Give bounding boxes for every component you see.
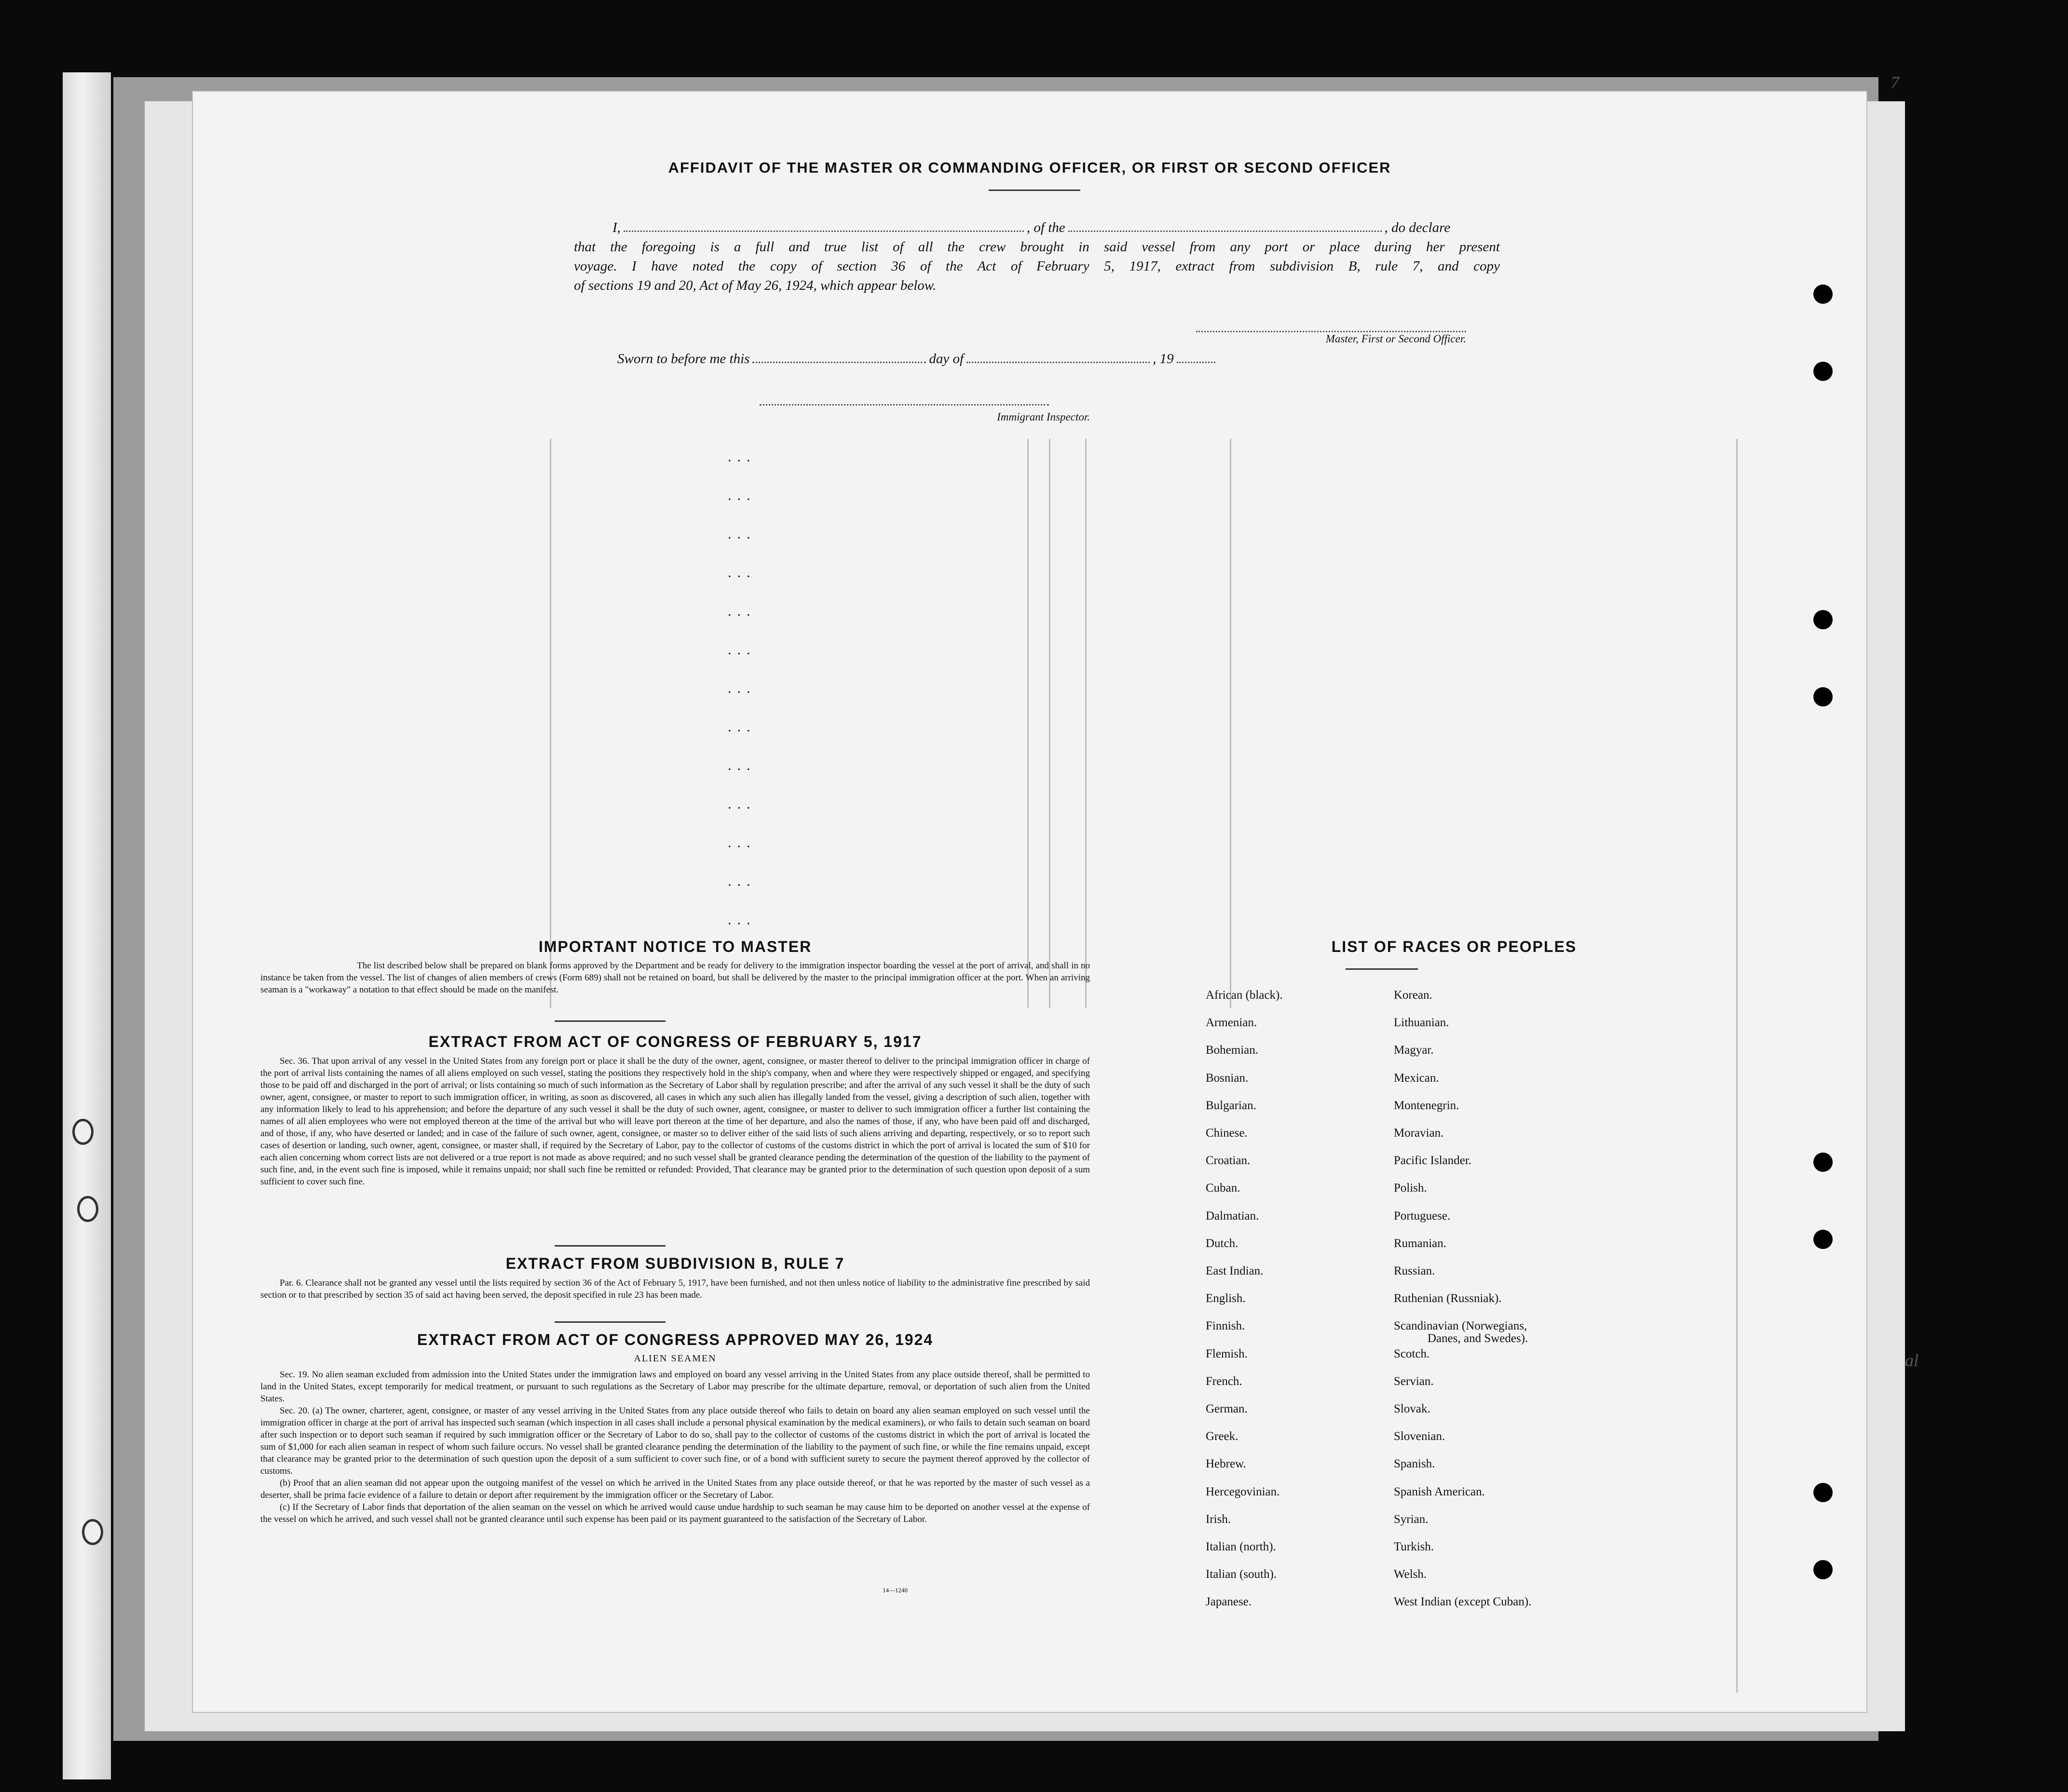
punch-hole bbox=[1813, 610, 1833, 629]
subdivision-title: EXTRACT FROM SUBDIVISION B, RULE 7 bbox=[505, 1255, 845, 1272]
race-item: Slovak. bbox=[1394, 1402, 1430, 1415]
inspector-label: Immigrant Inspector. bbox=[997, 411, 1090, 423]
races-title: LIST OF RACES OR PEOPLES bbox=[1331, 938, 1577, 955]
sworn-line bbox=[617, 351, 1218, 367]
punch-hole bbox=[1813, 1230, 1833, 1249]
section-rule bbox=[555, 1245, 666, 1247]
margin-mark: al bbox=[1905, 1351, 1919, 1370]
race-item: Slovenian. bbox=[1394, 1430, 1445, 1443]
affidavit-statement bbox=[574, 218, 1500, 295]
race-item: Flemish. bbox=[1206, 1347, 1248, 1360]
race-item: Armenian. bbox=[1206, 1016, 1257, 1030]
sworn-year-field[interactable] bbox=[1177, 362, 1215, 363]
extract-1917-body: Sec. 36. That upon arrival of any vessel in the United States from any foreign port or place it shall be the duty of the owner, agent, consignee, or master thereof to deliver to the principal immigration officer in charge of the port of arrival lists containing the names of all aliens employed on such vessel, stating the positions they respectively hold in the ship's company, when and where they were respectively shipped or engaged, and specifying those to be paid off and discharged in the port of arrival; or lists containing so much of such information as the Secretary of Labor shall by regulation prescribe; and after the arrival of any such vessel it shall be the duty of such owner, agent, consignee, or master to report to such immigration officer, in writing, as soon as discovered, all cases in which any such alien has illegally landed from the vessel, giving a description of such alien, together with any information likely to lead to his apprehension; and before the departure of any such vessel it shall be the duty of such owner, agent, consignee, or master to deliver to such immigration officer a further list containing the names of all alien employees who were not employed thereon at the time of the arrival but who will leave port thereon at the time of her departure, and also the names of those, if any, who have been paid off and discharged, and of those, if any, who have deserted or landed; and in case of the failure of such owner, agent, consignee, or master so to deliver either of the said lists of such aliens arriving and departing, respectively, or so to report such cases of desertion or landing, such owner, agent, consignee, or master shall, if required by the Secretary of Labor, pay to the collector of customs of the customs district in which the port of arrival is located the sum of $10 for each alien concerning whom correct lists are not delivered or a true report is not made as above required; and no such vessel shall be granted clearance pending the determination of the question of the liability to the payment of such fine, and, in the event such fine is imposed, while it remains unpaid; nor shall such fine be remitted or refunded: Provided, That clearance may be granted prior to the determination of such question upon deposit of a sum sufficient to cover such fine. bbox=[260, 1056, 1090, 1187]
race-item: Italian (north). bbox=[1206, 1540, 1276, 1553]
race-item: Cuban. bbox=[1206, 1181, 1240, 1195]
race-item: Turkish. bbox=[1394, 1540, 1434, 1553]
race-item: Dutch. bbox=[1206, 1236, 1238, 1250]
sworn-day-field[interactable] bbox=[752, 362, 926, 363]
punch-hole bbox=[1813, 1153, 1833, 1172]
race-item: English. bbox=[1206, 1292, 1246, 1305]
race-item: Bohemian. bbox=[1206, 1044, 1259, 1057]
race-item: Dalmatian. bbox=[1206, 1209, 1259, 1222]
race-item: Greek. bbox=[1206, 1430, 1238, 1443]
race-item: Korean. bbox=[1394, 989, 1432, 1002]
printer-dots: ... ... ... ... ... ... ... ... ... ... ... ... ... bbox=[728, 452, 757, 927]
race-item: East Indian. bbox=[1206, 1264, 1264, 1277]
race-item: German. bbox=[1206, 1402, 1248, 1415]
race-item: Bosnian. bbox=[1206, 1071, 1249, 1085]
race-item: Bulgarian. bbox=[1206, 1099, 1256, 1112]
sec-20c: (c) If the Secretary of Labor finds that deportation of the alien seaman on the vessel on which he arrived would cause undue hardship to such seaman he may cause him to be deported on another vessel at the expense of the vessel on which he arrived, and such vessel shall not be granted clearance until such expense has been paid or its payment guaranteed to the satisfaction of the Secretary of Labor. bbox=[260, 1502, 1090, 1524]
sworn-month-field[interactable] bbox=[966, 362, 1150, 363]
race-item: Montenegrin. bbox=[1394, 1099, 1459, 1112]
master-name-field[interactable] bbox=[624, 231, 1024, 232]
faint-column-rule bbox=[1085, 439, 1087, 1008]
race-item: Mexican. bbox=[1394, 1071, 1439, 1085]
race-item: Spanish American. bbox=[1394, 1485, 1485, 1498]
bleed-through bbox=[444, 439, 1794, 1018]
race-item: Spanish. bbox=[1394, 1457, 1435, 1471]
title-rule bbox=[989, 190, 1080, 191]
extract-1917-title: EXTRACT FROM ACT OF CONGRESS OF FEBRUARY 5, 1917 bbox=[428, 1033, 922, 1050]
vessel-name-field[interactable] bbox=[1068, 231, 1382, 232]
punch-hole bbox=[1813, 1483, 1833, 1502]
race-item: Polish. bbox=[1394, 1181, 1427, 1195]
alien-seamen-subtitle: ALIEN SEAMEN bbox=[634, 1353, 717, 1364]
affidavit-line: that the foregoing is a full and true list of all the crew brought in said vessel from any port or place during her present bbox=[574, 239, 1500, 255]
sworn-day-of: day of bbox=[929, 351, 964, 367]
title-rule bbox=[1346, 968, 1418, 970]
document-page bbox=[193, 92, 1866, 1712]
notice-title: IMPORTANT NOTICE TO MASTER bbox=[538, 938, 812, 955]
signature-label: Master, First or Second Officer. bbox=[1325, 333, 1466, 345]
extract-1924-body bbox=[260, 1369, 1090, 1525]
section-rule bbox=[555, 1020, 666, 1022]
race-item: Magyar. bbox=[1394, 1044, 1434, 1057]
race-item: West Indian (except Cuban). bbox=[1394, 1595, 1532, 1609]
race-item: Rumanian. bbox=[1394, 1236, 1447, 1250]
affidavit-line: of sections 19 and 20, Act of May 26, 1924, which appear below. bbox=[574, 278, 937, 293]
sec-20b: (b) Proof that an alien seaman did not appear upon the outgoing manifest of the vessel on which he arrived in the United States from any place outside thereof, or that he was reported by the master of such vessel as a deserter, shall be prima facie evidence of a failure to detain or deport after requirement by the immigration officer or the Secretary of Labor. bbox=[260, 1478, 1090, 1500]
section-rule bbox=[555, 1321, 666, 1323]
faint-column-rule bbox=[1027, 439, 1029, 1008]
notice-body: The list described below shall be prepared on blank forms approved by the Department and be ready for delivery to the immigration inspector boarding the vessel at the port of arrival, and shall in no instance be taken from the vessel. The list of changes of alien members of crews (Form 689) shall not be retained on board, but shall be delivered by the master to the principal immigration officer at the port. When an arriving seaman is a "workaway" a notation to that effect should be made on the manifest. bbox=[260, 961, 1090, 995]
margin-mark: 7 bbox=[1891, 73, 1899, 92]
race-item: Irish. bbox=[1206, 1512, 1231, 1526]
signature-line[interactable] bbox=[1196, 331, 1466, 332]
affidavit-i: I, bbox=[612, 220, 621, 235]
race-item: Danes, and Swedes). bbox=[1428, 1332, 1528, 1345]
race-item: Lithuanian. bbox=[1394, 1016, 1449, 1030]
affidavit-title: AFFIDAVIT OF THE MASTER OR COMMANDING OFFICER, OR FIRST OR SECOND OFFICER bbox=[668, 159, 1391, 176]
race-item: Japanese. bbox=[1206, 1595, 1252, 1609]
race-item: Chinese. bbox=[1206, 1127, 1248, 1140]
sec-20a: Sec. 20. (a) The owner, charterer, agent, consignee, or master of any vessel arriving in the United States from any place outside thereof who fails to detain on board any alien seaman employed on such vessel until the immigration officer in charge at the port of arrival has inspected such seaman (which inspection in all cases shall include a personal physical examination by the medical examiners), or who fails to detain such seaman on board after such inspection or to deport such seaman if required by such immigration officer or the Secretary of Labor to do so, shall pay to the collector of customs of the customs district in which the port of arrival is located the sum of $1,000 for each alien seaman in respect of whom such failure occurs. No vessel shall be granted clearance pending the determination of the liability to the payment of such fine, or while the fine remains unpaid, except that clearance may be granted prior to the determination of such question upon the deposit of a sum sufficient to cover such fine, or of a bond with sufficient surety to secure the payment thereof approved by the collector of customs. bbox=[260, 1406, 1090, 1476]
punch-hole bbox=[1813, 362, 1833, 381]
punch-hole bbox=[1813, 285, 1833, 304]
punch-hole bbox=[1813, 687, 1833, 706]
race-item: Moravian. bbox=[1394, 1127, 1444, 1140]
affidavit-do-declare: , do declare bbox=[1384, 220, 1451, 235]
punch-hole bbox=[1813, 1560, 1833, 1579]
sworn-label: Sworn to before me this bbox=[617, 351, 750, 367]
affidavit-of-the: , of the bbox=[1026, 220, 1065, 235]
extract-1924-title: EXTRACT FROM ACT OF CONGRESS APPROVED MAY 26, 1924 bbox=[417, 1331, 934, 1348]
affidavit-line: voyage. I have noted the copy of section 36 of the Act of February 5, 1917, extract from subdivision B, rule 7, and copy bbox=[574, 258, 1500, 274]
faint-column-rule bbox=[1230, 439, 1231, 1008]
sworn-year: , 19 bbox=[1153, 351, 1174, 367]
race-item: African (black). bbox=[1206, 989, 1283, 1002]
binder-ring bbox=[82, 1519, 103, 1545]
race-item: Italian (south). bbox=[1206, 1568, 1277, 1581]
race-item: Croatian. bbox=[1206, 1154, 1251, 1168]
race-item: Scandinavian (Norwegians, bbox=[1394, 1319, 1527, 1333]
race-item: Hercegovinian. bbox=[1206, 1485, 1280, 1498]
race-item: Servian. bbox=[1394, 1374, 1434, 1388]
sec-19: Sec. 19. No alien seaman excluded from admission into the United States under the immigration laws and employed on board any vessel arriving in the United States from any place outside thereof, shall be permitted to land in the United States, except temporarily for medical treatment, or pursuant to such regulations as the Secretary of Labor may prescribe for the ultimate departure, removal, or deportation of such alien from the United States. bbox=[260, 1370, 1090, 1404]
inspector-signature-line[interactable] bbox=[760, 404, 1049, 406]
race-item: Hebrew. bbox=[1206, 1457, 1246, 1471]
race-item: Russian. bbox=[1394, 1264, 1435, 1277]
race-item: Welsh. bbox=[1394, 1568, 1427, 1581]
race-item: Pacific Islander. bbox=[1394, 1154, 1472, 1168]
race-item: Scotch. bbox=[1394, 1347, 1430, 1360]
faint-column-rule bbox=[1049, 439, 1050, 1008]
race-item: Finnish. bbox=[1206, 1319, 1245, 1333]
race-item: French. bbox=[1206, 1374, 1242, 1388]
race-item: Ruthenian (Russniak). bbox=[1394, 1292, 1502, 1305]
binder-ring bbox=[72, 1119, 94, 1145]
binder-ring bbox=[77, 1196, 98, 1222]
faint-column-rule bbox=[550, 439, 551, 1008]
race-item: Portuguese. bbox=[1394, 1209, 1451, 1222]
race-item: Syrian. bbox=[1394, 1512, 1429, 1526]
faint-column-rule bbox=[1736, 439, 1738, 1693]
subdivision-body: Par. 6. Clearance shall not be granted any vessel until the lists required by section 36 of the Act of February 5, 1917, have been furnished, and not then unless notice of liability to the administrative fine prescribed by said section or to that prescribed by section 35 of said act having been served, the deposit specified in rule 23 has been made. bbox=[260, 1278, 1090, 1300]
form-number: 14—1240 bbox=[883, 1587, 908, 1594]
